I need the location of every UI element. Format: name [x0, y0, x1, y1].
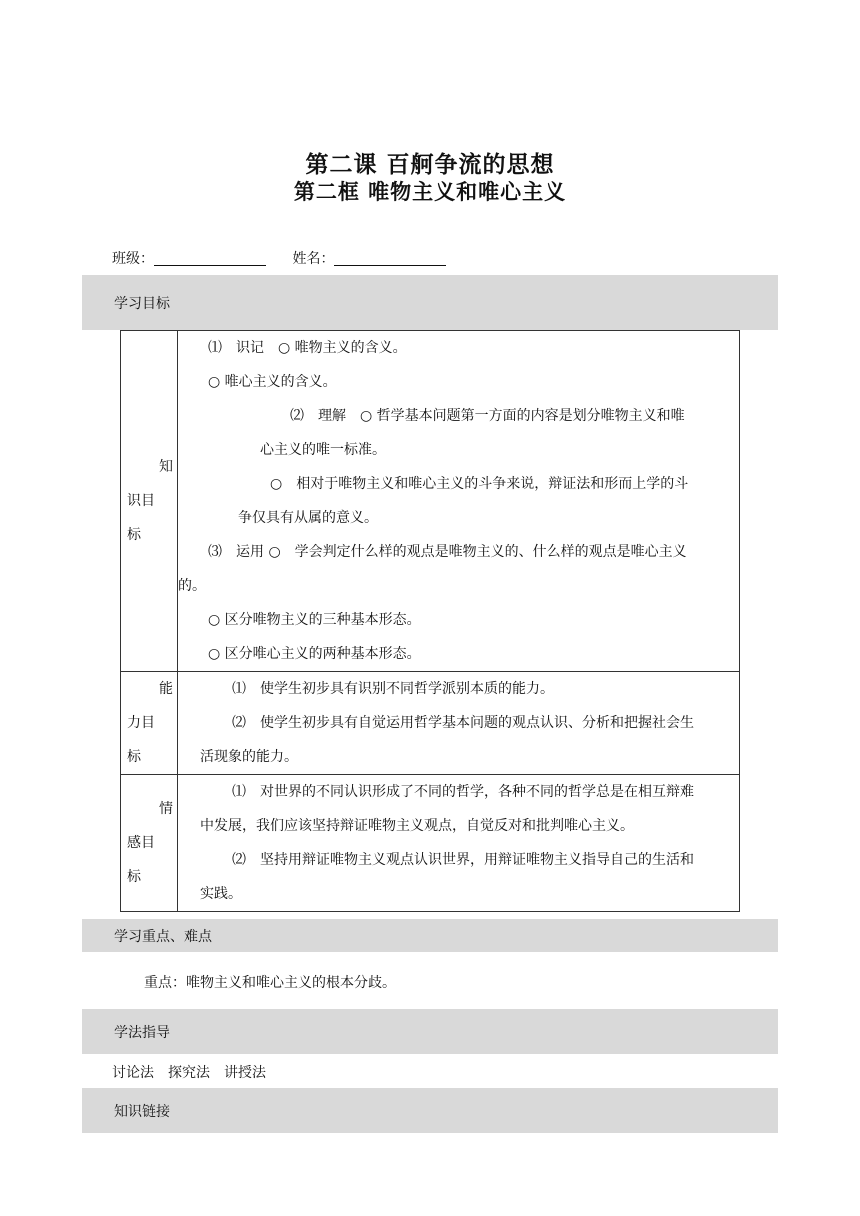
section-method-guide [82, 1009, 778, 1054]
section-knowledge-link [82, 1088, 778, 1133]
emotion-goals-content [178, 775, 740, 912]
knowledge-label-2: 识目 [127, 493, 155, 509]
knowledge-line-1: ⑴ 识记 ○ 唯物主义的含义。 [208, 340, 407, 356]
knowledge-goals-content [178, 331, 740, 672]
ability-label-2: 力目 [127, 715, 155, 731]
ability-label-1: 能 [159, 681, 173, 697]
emotion-label-2: 感目 [127, 835, 155, 851]
emotion-goals-label-cell [121, 775, 178, 912]
knowledge-line-8: 的。 [178, 578, 206, 594]
ability-line-1: ⑴ 使学生初步具有识别不同哲学派别本质的能力。 [232, 681, 554, 697]
methods-text: 讨论法 探究法 讲授法 [112, 1065, 266, 1081]
emotion-line-2: 中发展，我们应该坚持辩证唯物主义观点，自觉反对和批判唯心主义。 [200, 818, 634, 834]
ability-goals-content [178, 672, 740, 775]
knowledge-line-2: ○ 唯心主义的含义。 [208, 374, 337, 390]
emotion-goals-row [121, 775, 740, 912]
section-knowledge-link-title: 知识链接 [114, 1103, 170, 1120]
knowledge-line-10: ○ 区分唯心主义的两种基本形态。 [208, 646, 421, 662]
name-label: 姓名： [292, 251, 335, 267]
lesson-subtitle: 第二框 唯物主义和唯心主义 [293, 180, 567, 204]
lesson-title: 第二课 百舸争流的思想 [305, 152, 555, 178]
knowledge-line-4: 心主义的唯一标准。 [260, 442, 386, 458]
knowledge-line-6: 争仅具有从属的意义。 [238, 510, 378, 526]
knowledge-label-3: 标 [127, 527, 141, 543]
knowledge-goals-row [121, 331, 740, 672]
section-key-points [82, 919, 778, 952]
emotion-line-4: 实践。 [200, 886, 242, 902]
goals-table [120, 330, 740, 912]
section-goals [82, 275, 778, 330]
ability-goals-label-cell [121, 672, 178, 775]
ability-line-2: ⑵ 使学生初步具有自觉运用哲学基本问题的观点认识、分析和把握社会生 [232, 715, 694, 731]
key-point-text: 重点：唯物主义和唯心主义的根本分歧。 [144, 975, 396, 991]
knowledge-line-5: ○ 相对于唯物主义和唯心主义的斗争来说，辩证法和形而上学的斗 [270, 476, 689, 492]
ability-label-3: 标 [127, 749, 141, 765]
class-blank[interactable] [154, 251, 266, 266]
name-blank[interactable] [334, 251, 446, 266]
section-key-points-title: 学习重点、难点 [114, 928, 212, 945]
knowledge-line-7: ⑶ 运用 ○ 学会判定什么样的观点是唯物主义的、什么样的观点是唯心主义 [208, 544, 687, 560]
student-info-line [112, 248, 468, 268]
ability-line-3: 活现象的能力。 [200, 749, 298, 765]
emotion-label-3: 标 [127, 869, 141, 885]
section-goals-title: 学习目标 [114, 295, 170, 312]
knowledge-goals-label-cell [121, 331, 178, 672]
knowledge-line-3: ⑵ 理解 ○ 哲学基本问题第一方面的内容是划分唯物主义和唯 [290, 408, 685, 424]
emotion-line-1: ⑴ 对世界的不同认识形成了不同的哲学，各种不同的哲学总是在相互辩难 [232, 784, 694, 800]
emotion-line-3: ⑵ 坚持用辩证唯物主义观点认识世界，用辩证唯物主义指导自己的生活和 [232, 852, 694, 868]
knowledge-line-9: ○ 区分唯物主义的三种基本形态。 [208, 612, 421, 628]
class-label: 班级： [112, 251, 154, 267]
emotion-label-1: 情 [159, 801, 173, 817]
knowledge-label-1: 知 [159, 459, 173, 475]
section-method-guide-title: 学法指导 [114, 1024, 170, 1041]
ability-goals-row [121, 672, 740, 775]
